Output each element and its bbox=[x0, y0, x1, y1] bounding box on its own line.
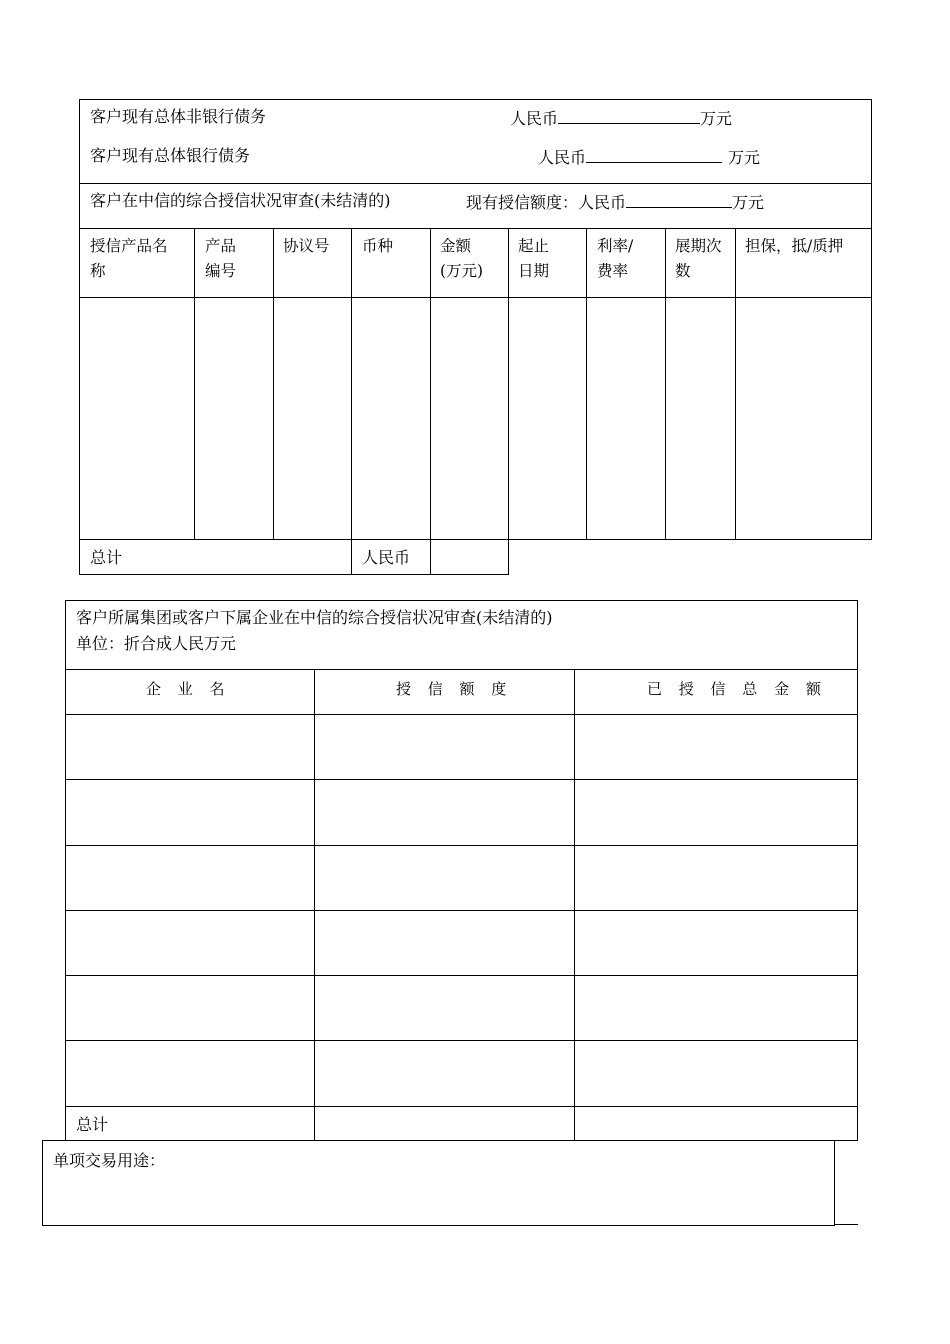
col-total-granted: 已 授 信 总 金 额 bbox=[647, 680, 827, 698]
col-agreement-no: 协议号 bbox=[283, 237, 330, 255]
transaction-purpose-input[interactable] bbox=[180, 1146, 830, 1222]
total-granted-input[interactable] bbox=[575, 846, 857, 910]
currency-label: 人民币 bbox=[538, 148, 587, 167]
col-amount: 金额 (万元) bbox=[440, 237, 484, 280]
bank-debt-blank[interactable] bbox=[586, 146, 722, 163]
col-product-name: 授信产品名 称 bbox=[90, 237, 168, 280]
non-bank-debt-label: 客户现有总体非银行债务 bbox=[90, 107, 267, 126]
group-credit-title: 客户所属集团或客户下属企业在中信的综合授信状况审查(未结清的) bbox=[76, 608, 553, 627]
unit-label: 万元 bbox=[732, 193, 765, 212]
total-granted-input[interactable] bbox=[575, 715, 857, 779]
credit-limit-input[interactable] bbox=[315, 780, 574, 845]
trailing-line bbox=[835, 1224, 858, 1225]
amount-input[interactable] bbox=[431, 298, 508, 539]
existing-limit-blank[interactable] bbox=[626, 191, 732, 208]
divider bbox=[79, 228, 872, 229]
col-extension-count: 展期次 数 bbox=[675, 237, 722, 280]
total-currency-label: 人民币 bbox=[362, 548, 411, 567]
total-granted-input[interactable] bbox=[575, 911, 857, 975]
rate-input[interactable] bbox=[587, 298, 665, 539]
unit-note: 单位：折合成人民万元 bbox=[76, 634, 237, 653]
total-row-bottom bbox=[79, 574, 509, 575]
divider bbox=[79, 183, 872, 184]
unit-label: 万元 bbox=[728, 148, 761, 167]
unit-label: 万元 bbox=[700, 109, 733, 128]
col-currency: 币种 bbox=[362, 237, 394, 255]
col-credit-limit: 授 信 额 度 bbox=[396, 680, 513, 698]
currency-label: 人民币 bbox=[510, 109, 559, 128]
credit-limit-input[interactable] bbox=[315, 715, 574, 779]
currency-input[interactable] bbox=[352, 298, 430, 539]
enterprise-name-input[interactable] bbox=[66, 911, 314, 975]
col-product-code: 产品 编号 bbox=[205, 237, 237, 280]
total-row-left bbox=[79, 539, 80, 575]
bank-debt-currency bbox=[538, 146, 760, 168]
enterprise-name-input[interactable] bbox=[66, 715, 314, 779]
product-code-input[interactable] bbox=[195, 298, 273, 539]
group-total-granted-input[interactable] bbox=[575, 1107, 857, 1140]
group-total-label: 总计 bbox=[76, 1115, 109, 1134]
transaction-purpose-label: 单项交易用途： bbox=[53, 1151, 166, 1170]
extension-input[interactable] bbox=[666, 298, 735, 539]
enterprise-name-input[interactable] bbox=[66, 780, 314, 845]
enterprise-name-input[interactable] bbox=[66, 846, 314, 910]
total-granted-input[interactable] bbox=[575, 1041, 857, 1106]
credit-limit-input[interactable] bbox=[315, 976, 574, 1040]
total-label: 总计 bbox=[90, 548, 123, 567]
divider bbox=[65, 669, 858, 670]
col-interest-rate: 利率/ 费率 bbox=[597, 237, 634, 280]
col-collateral: 担保，抵/质押 bbox=[745, 237, 844, 255]
date-input[interactable] bbox=[509, 298, 586, 539]
agreement-no-input[interactable] bbox=[274, 298, 351, 539]
credit-limit-input[interactable] bbox=[315, 1041, 574, 1106]
non-bank-debt-currency bbox=[510, 107, 732, 129]
total-granted-input[interactable] bbox=[575, 780, 857, 845]
enterprise-name-input[interactable] bbox=[66, 1041, 314, 1106]
non-bank-debt-blank[interactable] bbox=[558, 107, 700, 124]
col-start-end-date: 起止 日期 bbox=[518, 237, 550, 280]
credit-limit-input[interactable] bbox=[315, 846, 574, 910]
credit-limit-input[interactable] bbox=[315, 911, 574, 975]
col-enterprise-name: 企 业 名 bbox=[146, 680, 231, 698]
zhongxin-credit-title: 客户在中信的综合授信状况审查(未结清的) bbox=[90, 191, 391, 210]
existing-credit-limit bbox=[466, 191, 764, 213]
total-granted-input[interactable] bbox=[575, 976, 857, 1040]
total-amount-input[interactable] bbox=[431, 540, 508, 574]
product-name-input[interactable] bbox=[80, 298, 194, 539]
existing-limit-label: 现有授信额度：人民币 bbox=[466, 193, 627, 212]
collateral-input[interactable] bbox=[736, 298, 871, 539]
group-total-limit-input[interactable] bbox=[315, 1107, 574, 1140]
bank-debt-label: 客户现有总体银行债务 bbox=[90, 146, 251, 165]
enterprise-name-input[interactable] bbox=[66, 976, 314, 1040]
